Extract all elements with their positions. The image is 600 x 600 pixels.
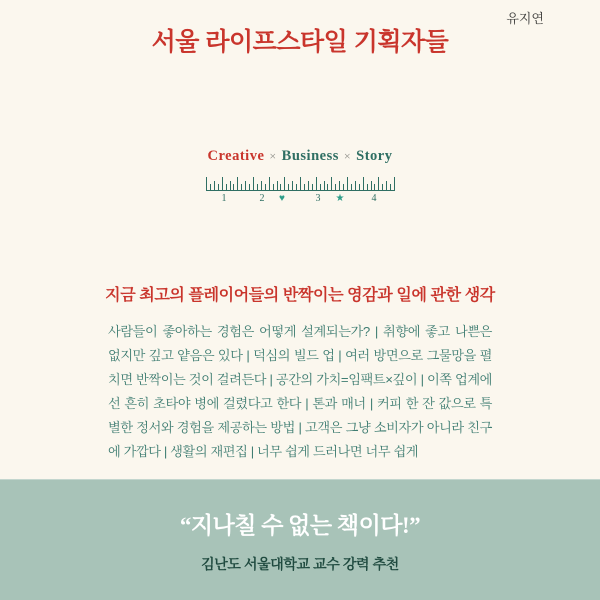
endorsement-band — [0, 480, 600, 600]
star-icon: ★ — [335, 193, 345, 204]
heart-icon: ♥ — [279, 193, 285, 204]
ruler-tick — [382, 184, 383, 191]
ruler-tick — [359, 184, 360, 191]
ruler-tick — [257, 184, 258, 191]
ruler-tick — [280, 184, 281, 191]
tagline-separator-1: × — [269, 149, 277, 163]
ruler-tick — [320, 184, 321, 191]
author-name: 유지연 — [506, 11, 544, 26]
endorser-name: 김난도 서울대학교 교수 강력 추천 — [201, 555, 399, 572]
ruler-tick — [355, 181, 356, 191]
ruler-tick — [249, 184, 250, 191]
ruler-tick — [214, 181, 215, 191]
ruler-tick — [374, 184, 375, 191]
ruler-tick — [296, 184, 297, 191]
endorsement-quote: “지나칠 수 없는 책이다!” — [179, 512, 421, 538]
ruler-tick — [327, 184, 328, 191]
tagline-word-story: Story — [356, 148, 393, 164]
ruler-tick — [292, 181, 293, 191]
emblem — [0, 148, 600, 207]
ruler-tick — [245, 181, 246, 191]
cover-header — [0, 22, 600, 58]
ruler-tick — [230, 181, 231, 191]
ruler-number-1: 1 — [221, 193, 227, 204]
ruler-tick — [394, 177, 395, 191]
ruler-tick — [316, 177, 317, 191]
ruler-tick — [300, 177, 301, 191]
ruler-tick — [237, 177, 238, 191]
ruler-tick — [218, 184, 219, 191]
ruler-number-4: 4 — [371, 193, 377, 204]
ruler-tick — [222, 177, 223, 191]
tagline — [0, 148, 600, 165]
ruler-tick — [233, 184, 234, 191]
ruler-tick — [312, 184, 313, 191]
ruler-tick — [371, 181, 372, 191]
headline: 지금 최고의 플레이어들의 반짝이는 영감과 일에 관한 생각 — [105, 287, 495, 304]
ruler-tick — [347, 177, 348, 191]
ruler-tick — [284, 177, 285, 191]
ruler-number-2: 2 — [259, 193, 265, 204]
body-paragraph: 사람들이 좋아하는 경험은 어떻게 설계되는가? | 취향에 좋고 나쁜은 없지만 깊고 얕음은 있다 | 덕심의 빌드 업 | 여러 방면으로 그물망을 펼치면 반짝이는 것이 걸려든다 | 공간의 가치=임팩트×깊이 | 이쪽 업계에선 흔히 초타야 병에 걸렸다고 한다 | 톤과 매너 | 커피 한 잔 값으로 특별한 정서와 경험을 제공하는 방법 | 고객은 그냥 소비자가 아니라 친구에 가깝다 | 생활의 재편집 | 너무 쉽게 드러나면 너무 쉽게 — [108, 324, 492, 459]
ruler-tick — [343, 184, 344, 191]
ruler-tick — [304, 184, 305, 191]
ruler-numbers — [206, 193, 394, 207]
ruler-tick — [367, 184, 368, 191]
ruler-tick — [308, 181, 309, 191]
ruler-tick — [363, 177, 364, 191]
ruler-tick — [277, 181, 278, 191]
ruler-number-3: 3 — [315, 193, 321, 204]
ruler-tick — [273, 184, 274, 191]
ruler-tick — [261, 181, 262, 191]
ruler-tick — [339, 181, 340, 191]
ruler-tick — [390, 184, 391, 191]
ruler-tick — [288, 184, 289, 191]
ruler-tick — [335, 184, 336, 191]
ruler-tick — [241, 184, 242, 191]
ruler-graphic — [206, 175, 394, 191]
ruler-tick — [269, 177, 270, 191]
ruler-tick — [206, 177, 207, 191]
tagline-word-business: Business — [281, 148, 339, 164]
ruler-tick — [226, 184, 227, 191]
tagline-separator-2: × — [343, 149, 352, 163]
ruler-tick — [386, 181, 387, 191]
ruler-tick — [210, 184, 211, 191]
ruler-tick — [265, 184, 266, 191]
ruler-tick — [324, 181, 325, 191]
ruler-tick — [253, 177, 254, 191]
ruler-tick — [378, 177, 379, 191]
page-title: 서울 라이프스타일 기획자들 — [151, 28, 449, 56]
ruler-tick — [331, 177, 332, 191]
ruler-tick — [351, 184, 352, 191]
tagline-word-creative: Creative — [207, 148, 265, 164]
